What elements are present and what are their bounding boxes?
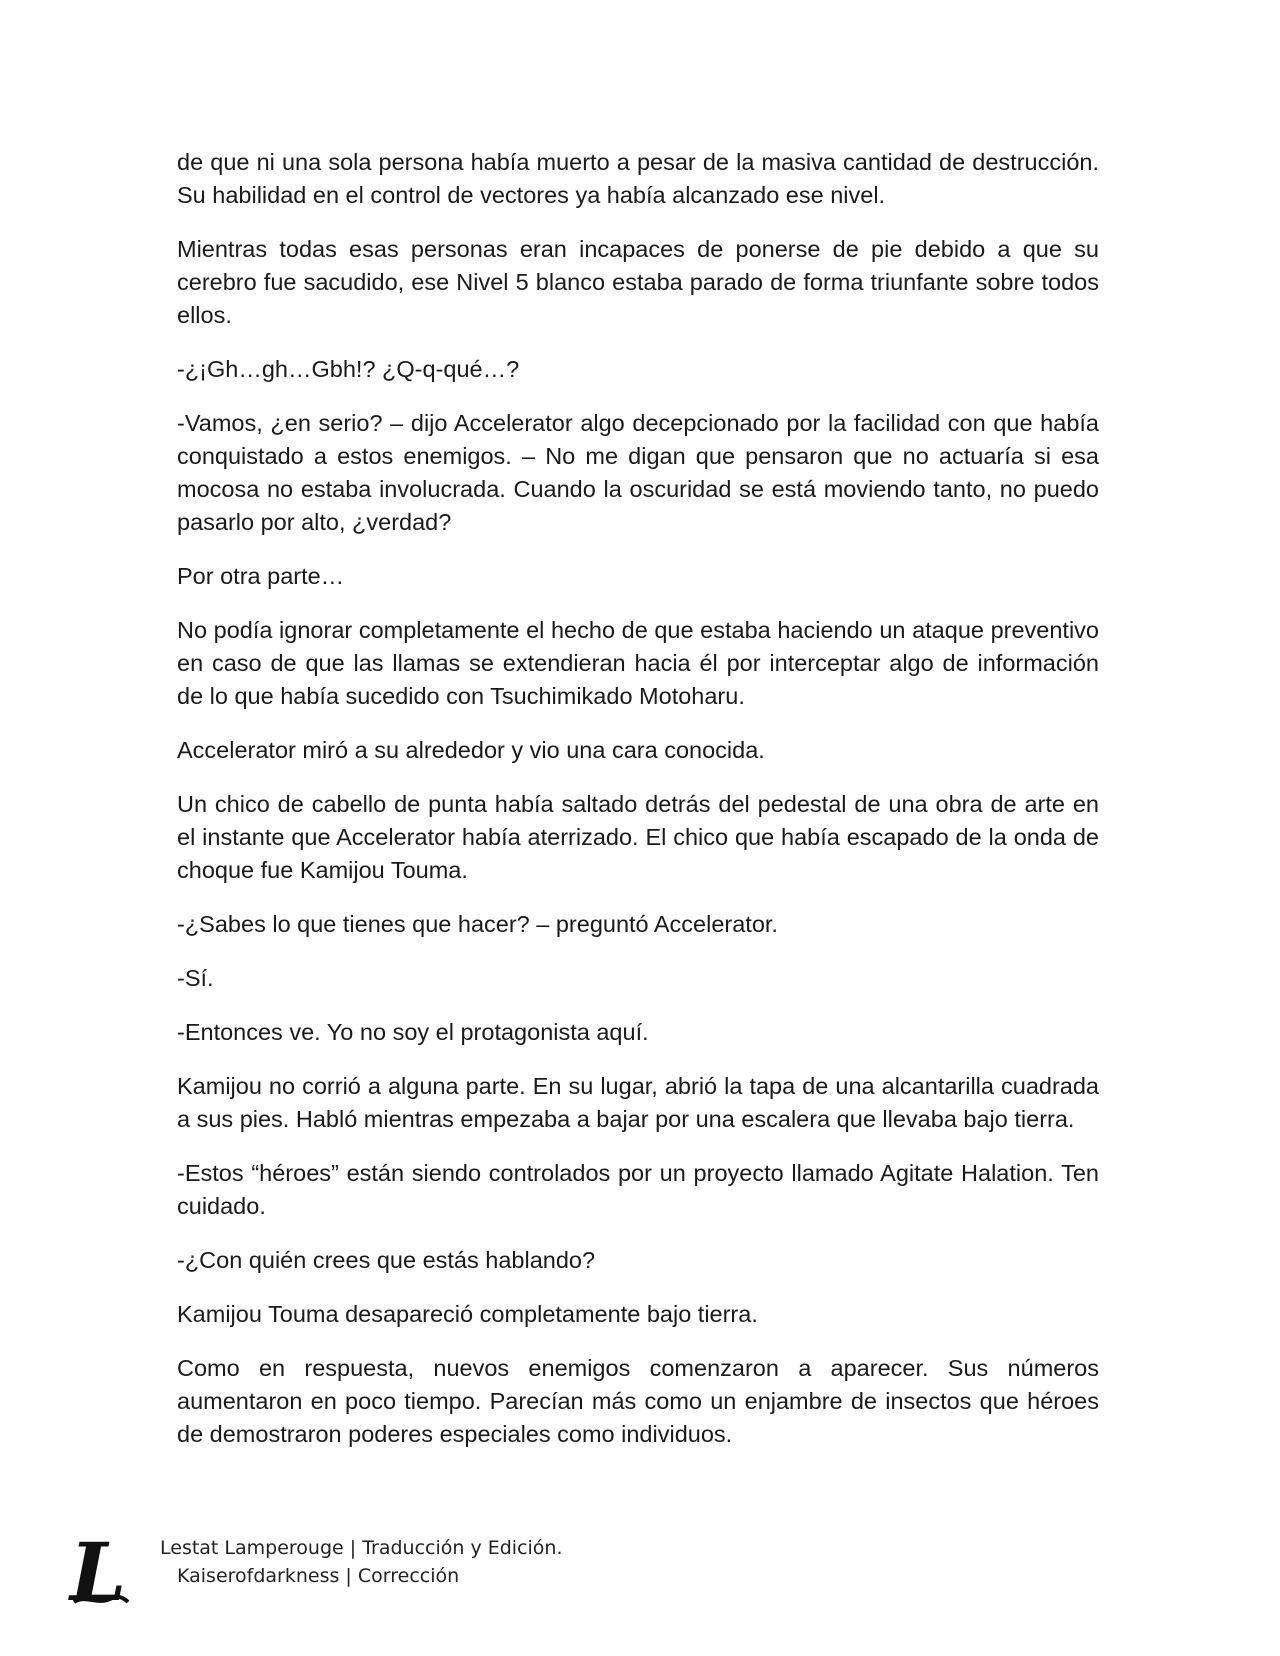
paragraph: Kamijou no corrió a alguna parte. En su lugar, abrió la tapa de una alcantarilla cuadrada a sus pies. Habló mientras empezaba a bajar por una escalera que llevaba bajo tierra. (177, 1073, 1099, 1132)
gothic-letter-l-logo-icon (68, 1532, 130, 1610)
paragraph: Mientras todas esas personas eran incapaces de ponerse de pie debido a que su cerebro fue sacudido, ese Nivel 5 blanco estaba parado de forma triunfante sobre todos ellos. (177, 236, 1099, 328)
paragraph: -Vamos, ¿en serio? – dijo Accelerator algo decepcionado por la facilidad con que había conquistado a estos enemigos. – No me digan que pensaron que no actuaría si esa mocosa no estaba involucrada. Cuando la oscuridad se está moviendo tanto, no puedo pasarlo por alto, ¿verdad? (177, 410, 1099, 535)
credits (160, 1534, 563, 1590)
paragraph: Accelerator miró a su alrededor y vio una cara conocida. (177, 737, 765, 763)
paragraph: -Estos “héroes” están siendo controlados por un proyecto llamado Agitate Halation. Ten cuidado. (177, 1160, 1099, 1219)
page-footer (64, 1530, 664, 1630)
paragraph: No podía ignorar completamente el hecho de que estaba haciendo un ataque preventivo en caso de que las llamas se extendieran hacia él por interceptar algo de información de lo que había sucedido con Tsuchimikado Motoharu. (177, 617, 1099, 709)
paragraph: de que ni una sola persona había muerto a pesar de la masiva cantidad de destrucción. Su habilidad en el control de vectores ya había alcanzado ese nivel. (177, 149, 1099, 208)
paragraph: Kamijou Touma desapareció completamente bajo tierra. (177, 1301, 758, 1327)
credit-translation: Lestat Lamperouge | Traducción y Edición. (160, 1537, 563, 1559)
paragraph: -¿Sabes lo que tienes que hacer? – preguntó Accelerator. (177, 911, 778, 937)
credit-correction: Kaiserofdarkness | Corrección (177, 1565, 460, 1587)
paragraph: Un chico de cabello de punta había saltado detrás del pedestal de una obra de arte en el instante que Accelerator había aterrizado. El chico que había escapado de la onda de choque fue Kamijou Touma. (177, 791, 1099, 883)
paragraph: Como en respuesta, nuevos enemigos comenzaron a aparecer. Sus números aumentaron en poco tiempo. Parecían más como un enjambre de insectos que héroes de demostraron poderes especiales como individuos. (177, 1355, 1099, 1447)
paragraph: Por otra parte… (177, 563, 345, 589)
paragraph: -Entonces ve. Yo no soy el protagonista aquí. (177, 1019, 649, 1045)
paragraph: -¿¡Gh…gh…Gbh!? ¿Q-q-qué…? (177, 356, 520, 382)
paragraph: -Sí. (177, 965, 214, 991)
body-text (177, 146, 1099, 1472)
logo-letter: L (70, 1532, 127, 1610)
paragraph: -¿Con quién crees que estás hablando? (177, 1247, 596, 1273)
